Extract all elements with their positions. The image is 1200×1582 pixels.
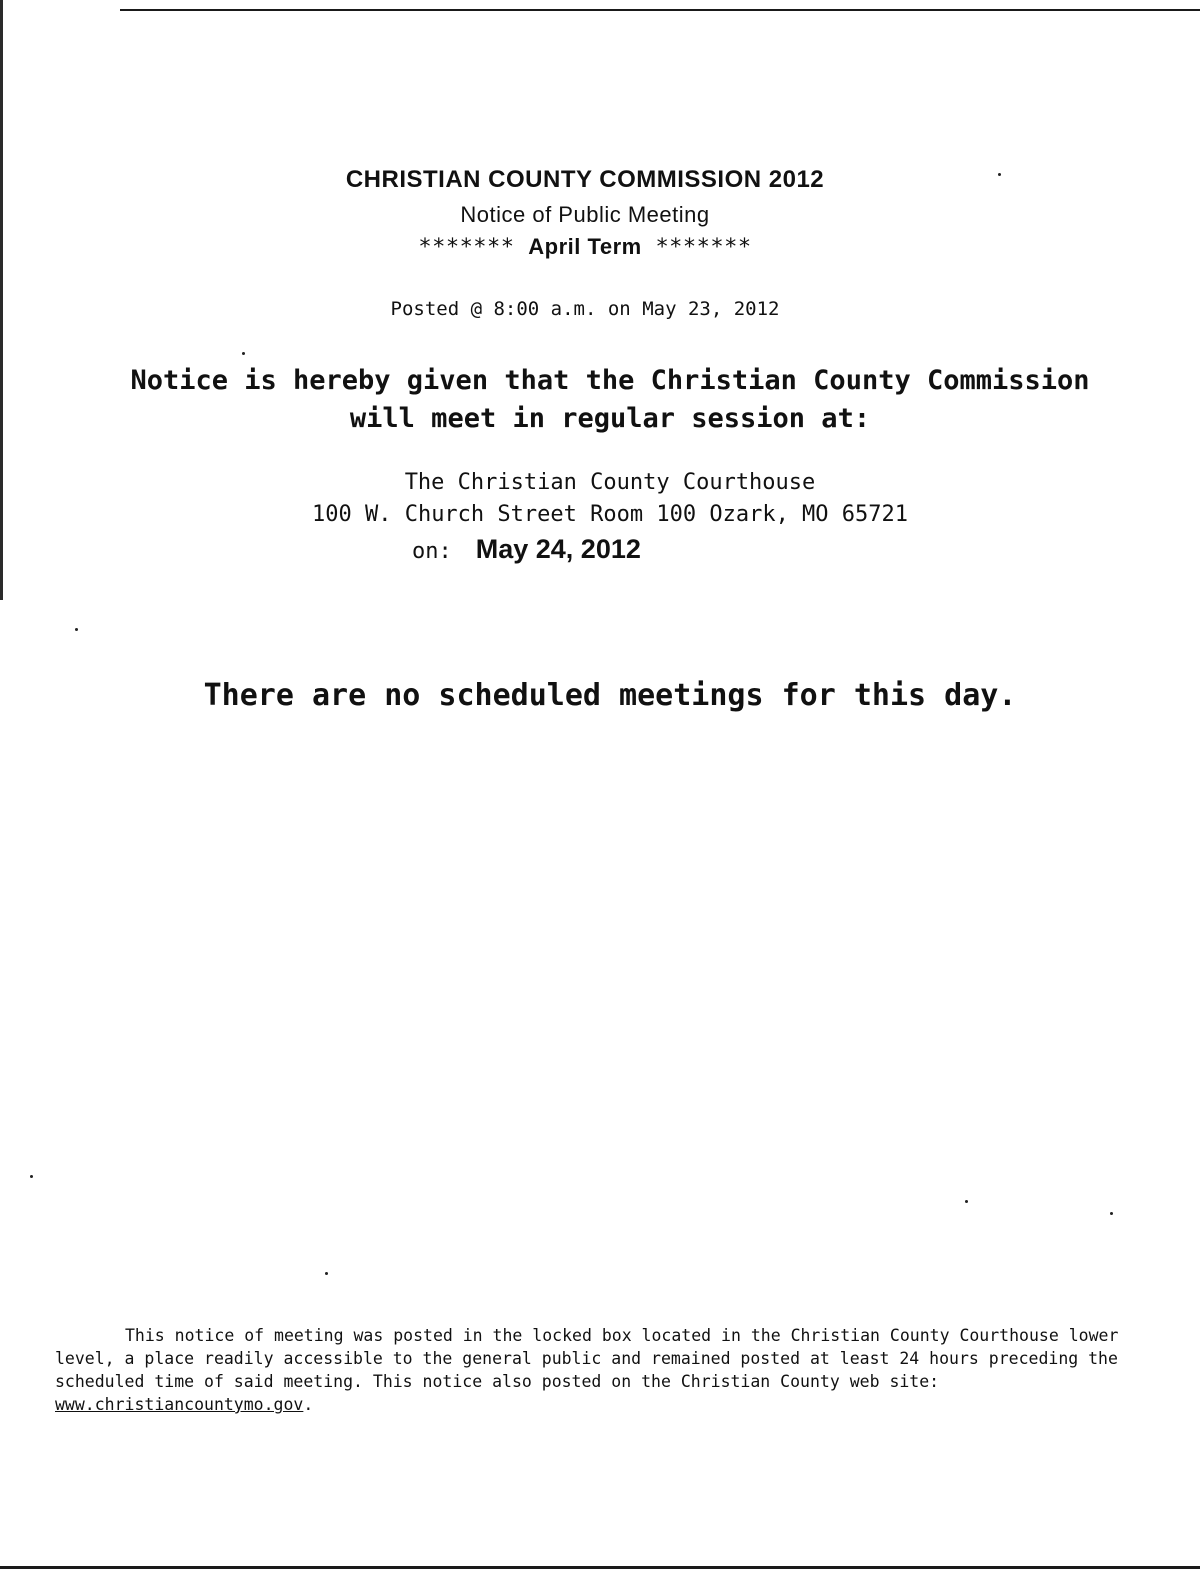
- date-label: on:: [412, 539, 452, 564]
- disclaimer-end: .: [303, 1395, 314, 1414]
- status-message: There are no scheduled meetings for this day.: [203, 678, 1017, 713]
- scan-speck: [242, 352, 245, 355]
- scan-speck: [30, 1175, 33, 1178]
- posting-disclaimer: [55, 1324, 1145, 1416]
- term-stars-left: *******: [418, 235, 515, 260]
- term-line: [0, 234, 1200, 260]
- meeting-date-line: [412, 534, 641, 565]
- disclaimer-text: This notice of meeting was posted in the locked box located in the Christian County Courthouse lower level, a place readily accessible to the general public and remained posted at least 24 hours preceding the scheduled time of said meeting. This notice also posted on the Christian County web site:: [55, 1326, 1119, 1391]
- location-address: 100 W. Church Street Room 100 Ozark, MO 65721: [311, 502, 909, 527]
- page-title: CHRISTIAN COUNTY COMMISSION 2012: [345, 166, 825, 193]
- term-name: April Term: [528, 234, 642, 259]
- location-name: The Christian County Courthouse: [404, 470, 816, 495]
- announcement-line-1: Notice is hereby given that the Christian County Commission: [130, 365, 1090, 396]
- scan-speck: [75, 628, 78, 631]
- scan-bottom-rule: [0, 1566, 1200, 1569]
- announcement-line-2: will meet in regular session at:: [349, 403, 871, 434]
- scan-speck: [1110, 1212, 1113, 1215]
- term-stars-right: *******: [655, 235, 752, 260]
- notice-subtitle: Notice of Public Meeting: [460, 202, 710, 227]
- scan-speck: [965, 1200, 968, 1203]
- announcement: [0, 362, 1200, 438]
- scan-speck: [325, 1272, 328, 1275]
- posted-timestamp: Posted @ 8:00 a.m. on May 23, 2012: [390, 298, 780, 320]
- meeting-date: May 24, 2012: [475, 534, 641, 564]
- scan-top-rule: [120, 9, 1200, 11]
- county-website-link[interactable]: www.christiancountymo.gov: [55, 1395, 304, 1414]
